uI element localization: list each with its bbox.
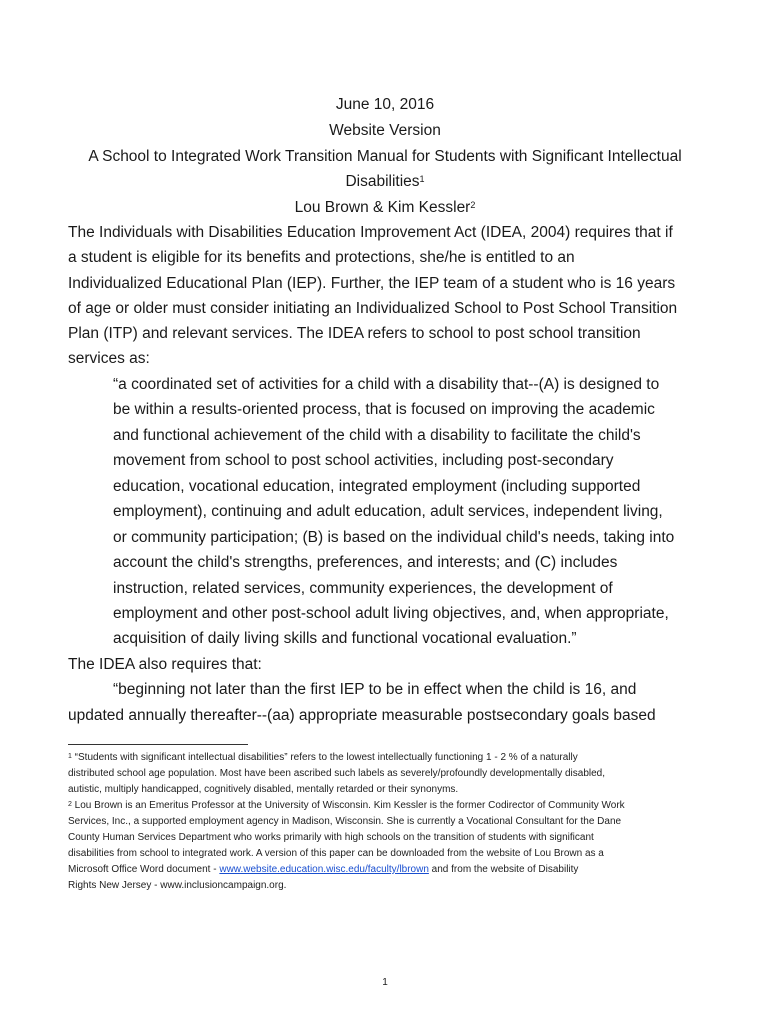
footnote-1-text: “Students with significant intellectual disabilities” refers to the lowest intellectually functioning 1 - 2 % of a naturally <box>71 752 578 763</box>
footnote-ref-2[interactable]: 2 <box>470 200 476 210</box>
quote-line: education, vocational education, integrated employment (including supported <box>113 478 641 495</box>
paragraph-line: Individualized Educational Plan (IEP). Further, the IEP team of a student who is 16 years <box>68 275 676 292</box>
footnote-2-line: disabilities from school to integrated work. A version of this paper can be downloaded from the website of Lou Brown as a <box>68 848 604 859</box>
document-version: Website Version <box>329 122 441 139</box>
footnote-2-line: County Human Services Department who works primarily with high schools on the transition of students with significant <box>68 832 594 843</box>
footnote-2-text: Microsoft Office Word document - <box>68 864 220 875</box>
document-authors <box>0 199 770 217</box>
lou-brown-website-link[interactable]: www.website.education.wisc.edu/faculty/lbrown <box>219 864 429 875</box>
footnote-1-line <box>68 751 578 764</box>
footnote-2-mark: 2 <box>68 801 72 808</box>
quote-line: “a coordinated set of activities for a child with a disability that--(A) is designed to <box>113 376 660 393</box>
paragraph-line: services as: <box>68 350 150 367</box>
footnote-2-text: Lou Brown is an Emeritus Professor at the University of Wisconsin. Kim Kessler is the former Codirector of Community Work <box>71 800 625 811</box>
quote-line: employment), continuing and adult education, adult services, independent living, <box>113 503 663 520</box>
paragraph-line: Plan (ITP) and relevant services. The IDEA refers to school to post school transition <box>68 325 641 342</box>
quote-line: movement from school to post school activities, including post-secondary <box>113 452 614 469</box>
paragraph-line: The Individuals with Disabilities Education Improvement Act (IDEA, 2004) requires that if <box>68 224 673 241</box>
footnote-ref-1[interactable]: 1 <box>419 174 425 184</box>
paragraph-line: The IDEA also requires that: <box>68 656 262 673</box>
paragraph-line: a student is eligible for its benefits and protections, she/he is entitled to an <box>68 249 575 266</box>
footnote-1-line: autistic, multiply handicapped, cognitively disabled, mentally retarded or their synonyms. <box>68 784 459 795</box>
quote-line: or community participation; (B) is based on the individual child's needs, taking into <box>113 529 675 546</box>
footnote-1-line: distributed school age population. Most have been ascribed such labels as severely/profoundly developmentally disabled, <box>68 768 605 779</box>
footnote-2-line <box>68 799 625 812</box>
quote-line: and functional achievement of the child with a disability to facilitate the child's <box>113 427 641 444</box>
quote-line: “beginning not later than the first IEP to be in effect when the child is 16, and <box>113 681 637 698</box>
title-text: Disabilities <box>345 173 420 190</box>
quote-line: be within a results-oriented process, that is focused on improving the academic <box>113 401 655 418</box>
footnote-2-line: Rights New Jersey - www.inclusioncampaign.org. <box>68 880 287 891</box>
document-date: June 10, 2016 <box>335 96 435 113</box>
footnote-2-line: Services, Inc., a supported employment agency in Madison, Wisconsin. She is currently a Vocational Consultant for the Dane <box>68 816 622 827</box>
paragraph-line: of age or older must consider initiating an Individualized School to Post School Transition <box>68 300 678 317</box>
quote-line: account the child's strengths, preferences, and interests; and (C) includes <box>113 554 618 571</box>
paragraph-line: updated annually thereafter--(aa) appropriate measurable postsecondary goals based <box>68 707 656 724</box>
footnote-2-text: and from the website of Disability <box>428 864 579 875</box>
quote-line: instruction, related services, community experiences, the development of <box>113 580 613 597</box>
quote-line: employment and other post-school adult living objectives, and, when appropriate, <box>113 605 669 622</box>
footnote-2-line <box>68 863 578 876</box>
footnote-1-mark: 1 <box>68 753 72 760</box>
footnote-separator <box>68 744 248 745</box>
authors-text: Lou Brown & Kim Kessler <box>294 199 471 216</box>
page-number: 1 <box>382 977 388 988</box>
document-title-line-1: A School to Integrated Work Transition Manual for Students with Significant Intellectual <box>88 148 682 165</box>
quote-line: acquisition of daily living skills and functional vocational evaluation.” <box>113 630 577 647</box>
document-title-line-2 <box>0 173 770 191</box>
